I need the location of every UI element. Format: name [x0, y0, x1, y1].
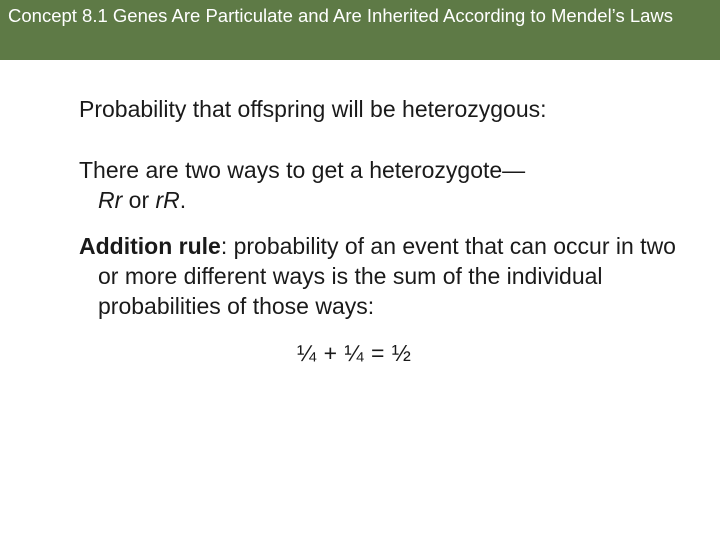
addition-rule-definition: : probability of an event that can occur in two or more different ways is the sum of the individual probabilities of those ways:	[98, 233, 676, 319]
or-text: or	[122, 187, 156, 213]
slide-header	[0, 0, 720, 60]
paragraph-two-ways	[79, 155, 679, 215]
two-ways-text: There are two ways to get a heterozygote—	[79, 157, 526, 183]
slide-body	[79, 94, 679, 368]
slide-title: Concept 8.1 Genes Are Particulate and Are Inherited According to Mendel’s Laws	[8, 5, 674, 26]
genotype-rr-upper: Rr	[98, 187, 123, 213]
period-text: .	[179, 187, 187, 213]
paragraph-probability-heterozygous: Probability that offspring will be heterozygous:	[79, 96, 547, 122]
paragraph-addition-rule	[79, 231, 679, 321]
probability-formula: ¼ + ¼ = ½	[297, 340, 412, 366]
genotype-rr-lower: rR	[155, 187, 180, 213]
addition-rule-term: Addition rule	[79, 233, 221, 259]
